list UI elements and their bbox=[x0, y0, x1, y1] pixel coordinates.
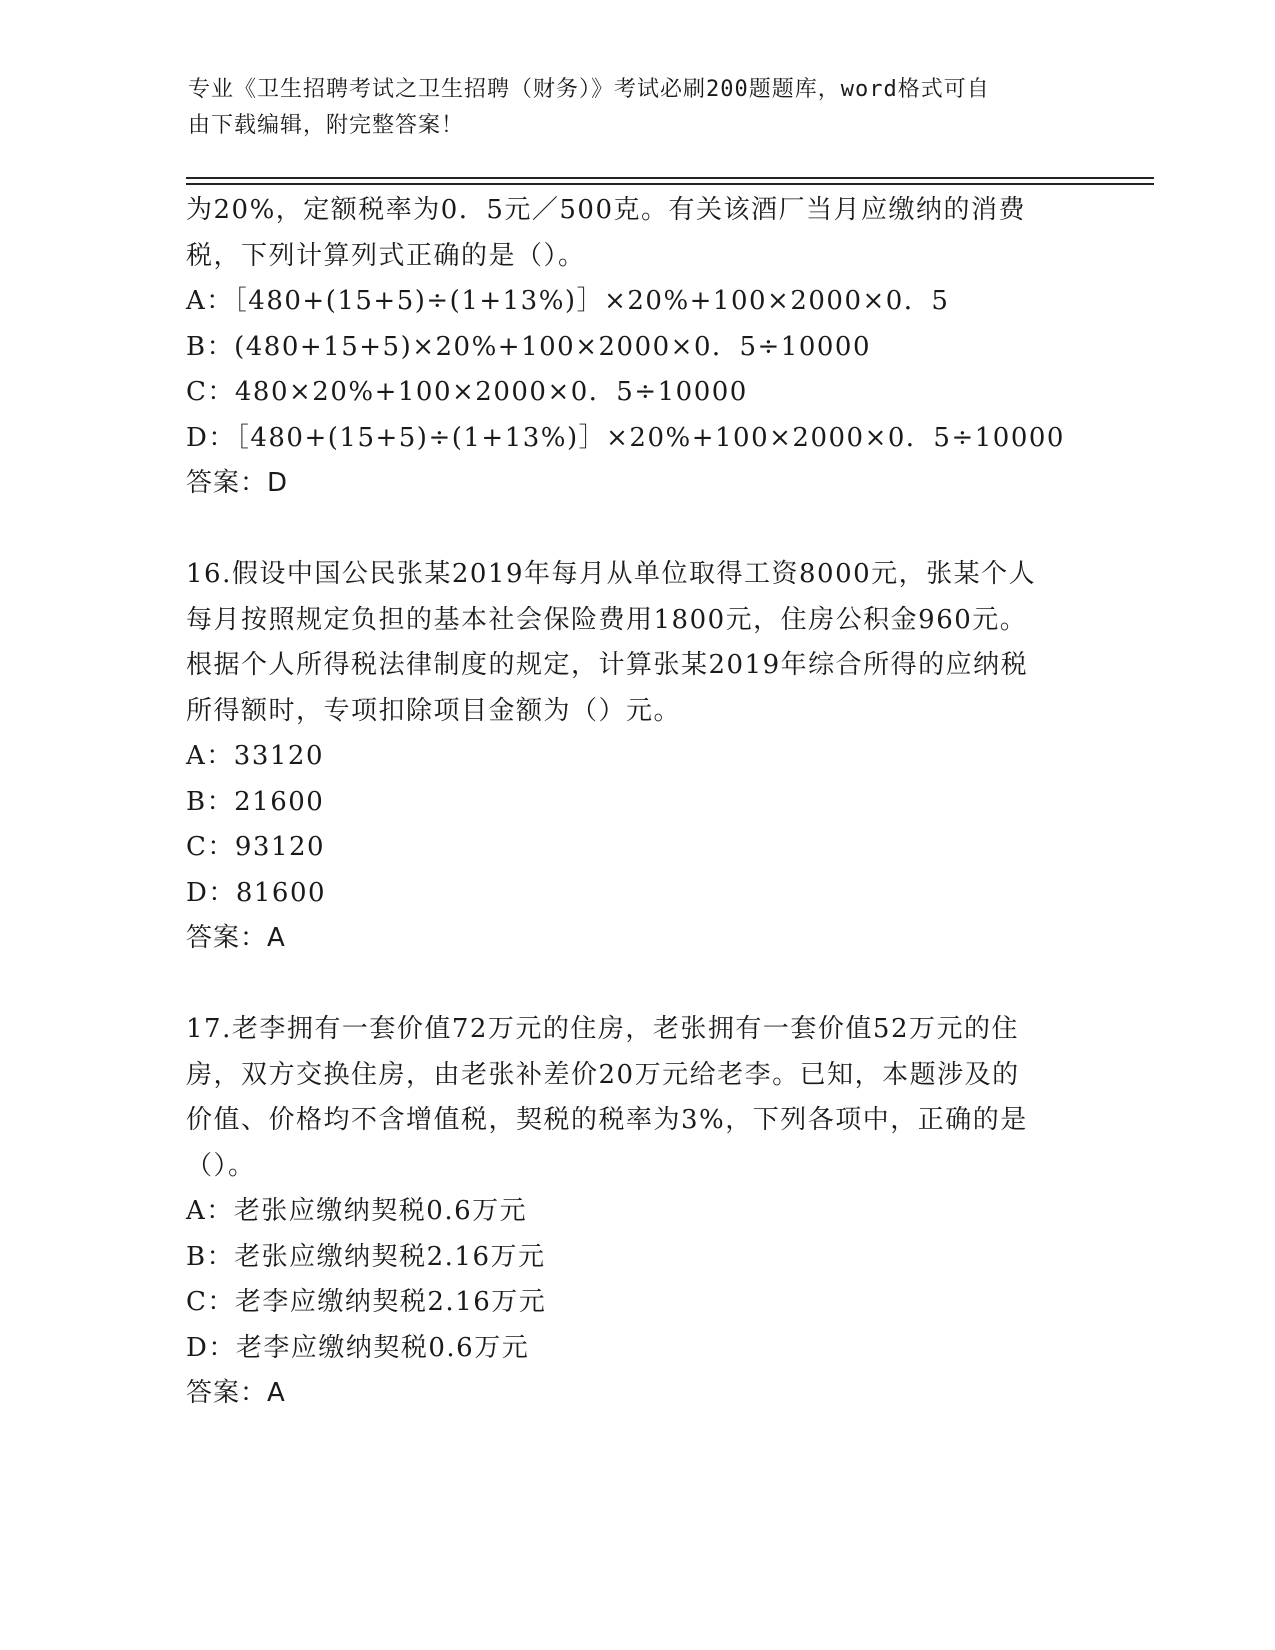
spacer bbox=[186, 507, 1086, 553]
header-divider-bottom bbox=[186, 183, 1154, 185]
question-text-line: 根据个人所得税法律制度的规定，计算张某2019年综合所得的应纳税 bbox=[186, 650, 1029, 680]
option-c: C：480×20%+100×2000×0．5÷10000 bbox=[186, 377, 748, 407]
question-17 bbox=[186, 1007, 1086, 1417]
question-text-line: 房，双方交换住房，由老张补差价20万元给老李。已知，本题涉及的 bbox=[186, 1059, 1020, 1090]
question-text-line: 每月按照规定负担的基本社会保险费用1800元，住房公积金960元。 bbox=[186, 604, 1028, 635]
option-c: C：老李应缴纳契税2.16万元 bbox=[186, 1287, 547, 1317]
option-d: D：［480+(15+5)÷(1+13%)］×20%+100×2000×0．5÷10000 bbox=[186, 422, 1065, 453]
header-divider-top bbox=[186, 177, 1154, 179]
option-b: B：21600 bbox=[186, 786, 325, 817]
option-c: C：93120 bbox=[186, 832, 326, 862]
question-text-line: 17.老李拥有一套价值72万元的住房，老张拥有一套价值52万元的住 bbox=[186, 1014, 1020, 1044]
header-line-2: 由下载编辑，附完整答案！ bbox=[188, 113, 465, 138]
question-text-line: 价值、价格均不含增值税，契税的税率为3%，下列各项中，正确的是 bbox=[186, 1105, 1028, 1135]
header-line-1: 专业《卫生招聘考试之卫生招聘（财务）》考试必刷200题题库，word格式可自 bbox=[188, 77, 990, 102]
option-a: A：33120 bbox=[186, 741, 324, 771]
option-a: A：［480+(15+5)÷(1+13%)］×20%+100×2000×0．5 bbox=[186, 286, 950, 316]
answer-line: 答案：A bbox=[186, 923, 286, 953]
question-text-line: 为20%，定额税率为0．5元／500克。有关该酒厂当月应缴纳的消费 bbox=[186, 195, 1026, 225]
option-b: B：(480+15+5)×20%+100×2000×0．5÷10000 bbox=[186, 331, 872, 362]
question-text-line: （）。 bbox=[186, 1150, 256, 1181]
spacer bbox=[186, 962, 1086, 1008]
option-a: A：老张应缴纳契税0.6万元 bbox=[186, 1196, 528, 1226]
question-text-line: 税，下列计算列式正确的是（）。 bbox=[186, 240, 586, 271]
option-d: D：老李应缴纳契税0.6万元 bbox=[186, 1332, 530, 1363]
option-d: D：81600 bbox=[186, 877, 327, 908]
document-header bbox=[188, 72, 1068, 144]
answer-line: 答案：A bbox=[186, 1378, 286, 1408]
question-text-line: 16.假设中国公民张某2019年每月从单位取得工资8000元，张某个人 bbox=[186, 559, 1037, 589]
answer-line: 答案：D bbox=[186, 468, 289, 498]
question-15-tail bbox=[186, 188, 1086, 507]
document-body bbox=[186, 188, 1086, 1417]
question-16 bbox=[186, 552, 1086, 962]
question-text-line: 所得额时，专项扣除项目金额为（）元。 bbox=[186, 695, 682, 726]
option-b: B：老张应缴纳契税2.16万元 bbox=[186, 1241, 546, 1272]
